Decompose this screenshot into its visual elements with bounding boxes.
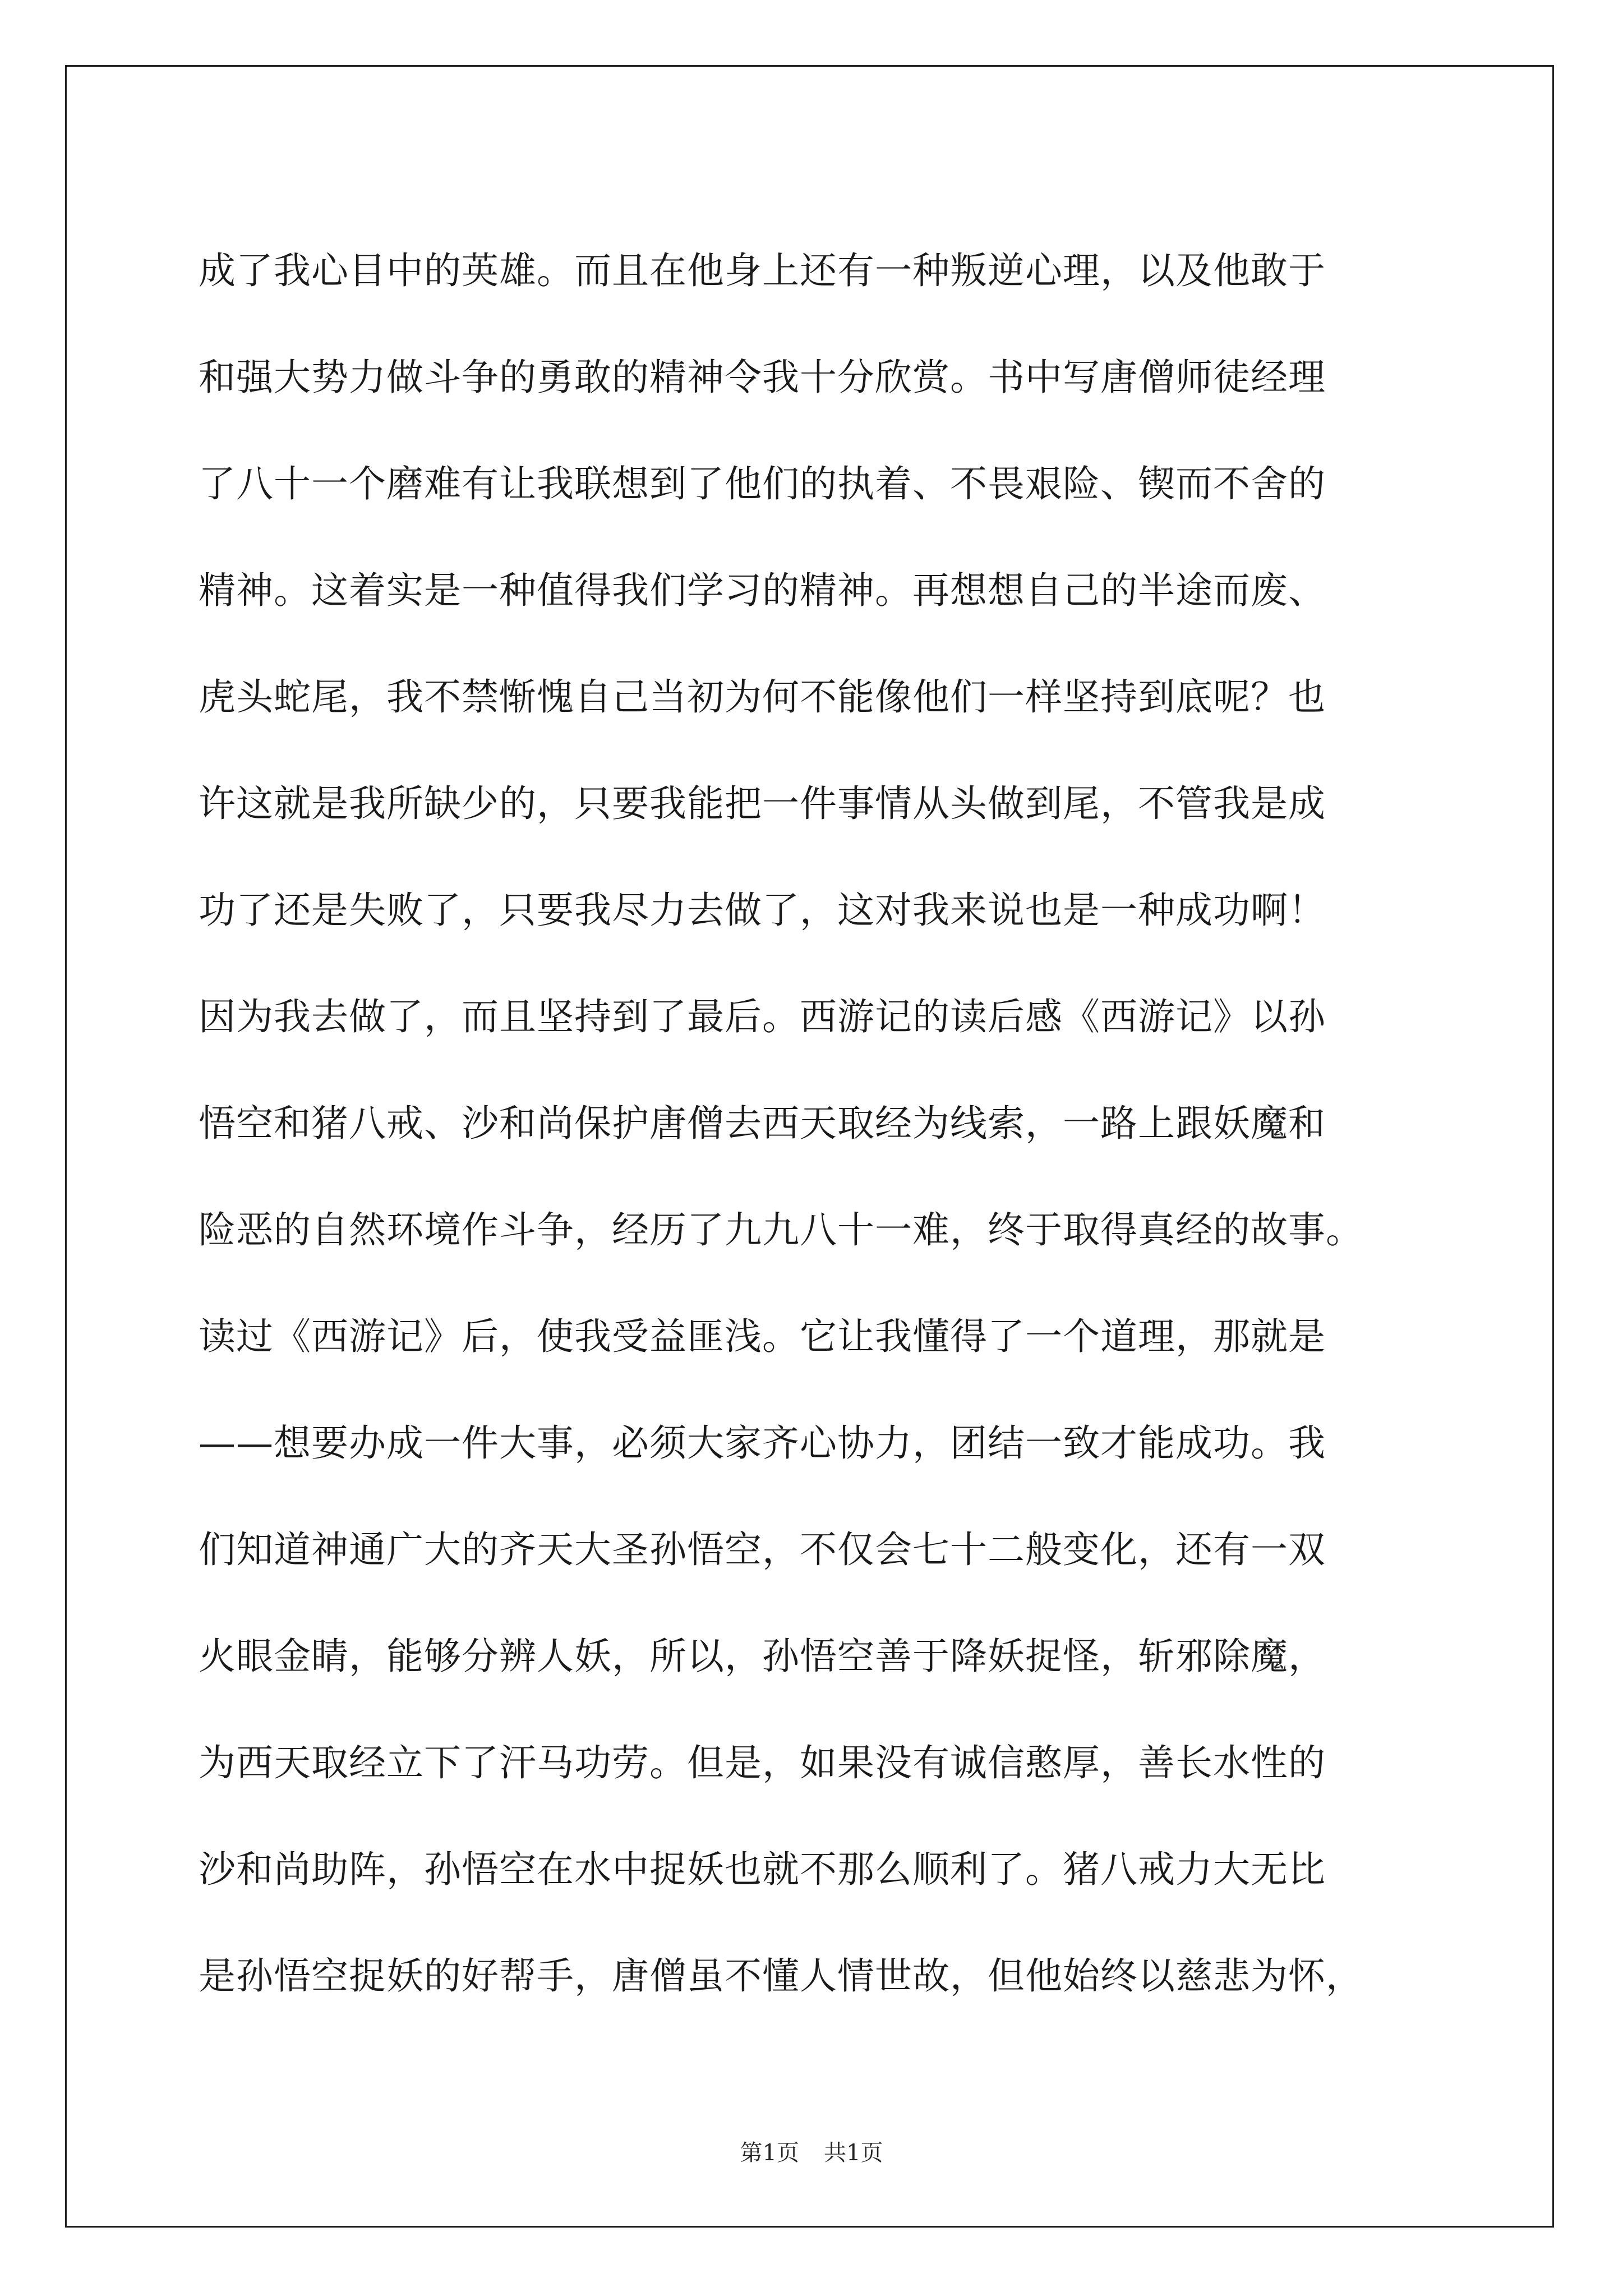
text-line: 了八十一个磨难有让我联想到了他们的执着、不畏艰险、锲而不舍的 [199, 462, 1326, 505]
text-line: 悟空和猪八戒、沙和尚保护唐僧去西天取经为线索，一路上跟妖魔和 [199, 1102, 1326, 1145]
text-line: 虎头蛇尾，我不禁惭愧自己当初为何不能像他们一样坚持到底呢？也 [199, 675, 1326, 719]
text-line: ——想要办成一件大事，必须大家齐心协力，团结一致才能成功。我 [199, 1421, 1326, 1465]
page-footer [0, 2136, 1623, 2170]
page-number: 第1页 [740, 2140, 799, 2166]
text-line: 成了我心目中的英雄。而且在他身上还有一种叛逆心理，以及他敢于 [199, 249, 1326, 292]
text-line: 因为我去做了，而且坚持到了最后。西游记的读后感《西游记》以孙 [199, 995, 1326, 1038]
text-line: 读过《西游记》后，使我受益匪浅。它让我懂得了一个道理，那就是 [199, 1315, 1326, 1358]
text-line: 许这就是我所缺少的，只要我能把一件事情从头做到尾，不管我是成 [199, 782, 1326, 825]
text-line: 沙和尚助阵，孙悟空在水中捉妖也就不那么顺利了。猪八戒力大无比 [199, 1848, 1326, 1891]
text-line: 功了还是失败了，只要我尽力去做了，这对我来说也是一种成功啊！ [199, 889, 1326, 932]
text-line: 为西天取经立下了汗马功劳。但是，如果没有诚信憨厚，善长水性的 [199, 1741, 1326, 1784]
text-line: 们知道神通广大的齐天大圣孙悟空，不仅会七十二般变化，还有一双 [199, 1528, 1326, 1571]
document-body [199, 218, 1432, 2030]
text-line: 火眼金睛，能够分辨人妖，所以，孙悟空善于降妖捉怪，斩邪除魔， [199, 1635, 1326, 1678]
text-line: 和强大势力做斗争的勇敢的精神令我十分欣赏。书中写唐僧师徒经理 [199, 356, 1326, 399]
text-line: 险恶的自然环境作斗争，经历了九九八十一难，终于取得真经的故事。 [199, 1208, 1363, 1251]
page-total: 共1页 [824, 2140, 883, 2166]
text-line: 精神。这着实是一种值得我们学习的精神。再想想自己的半途而废、 [199, 569, 1326, 612]
text-line: 是孙悟空捉妖的好帮手，唐僧虽不懂人情世故，但他始终以慈悲为怀， [199, 1954, 1363, 1998]
